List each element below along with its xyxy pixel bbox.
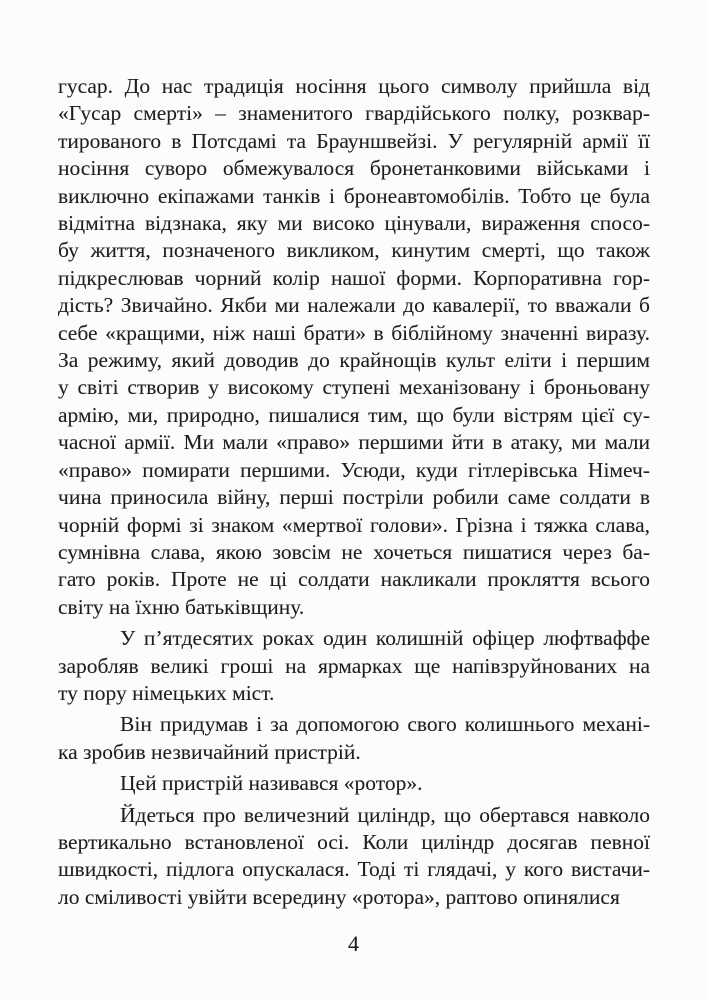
- text-line: За режиму, який доводив до крайнощів культ еліти і першим: [58, 348, 650, 373]
- text-line: «Гусар смерті» – знаменитого гвардійського полку, розквар-: [58, 101, 650, 126]
- paragraph: [58, 770, 650, 797]
- text-line: «право» помирати першими. Усюди, куди гітлерівська Німеч-: [58, 457, 650, 482]
- text-line: Цей пристрій називався «ротор».: [120, 771, 423, 796]
- text-line: армію, ми, природно, пишалися тим, що були вістрям цієї су-: [58, 402, 650, 427]
- text-line: тированого в Потсдамі та Брауншвейзі. У регулярній армії її: [58, 128, 650, 153]
- paragraph: [58, 802, 650, 912]
- text-line: гато років. Проте не ці солдати накликали прокляття всього: [58, 567, 650, 592]
- page-text: [58, 73, 650, 915]
- page-number: 4: [348, 931, 359, 956]
- text-line: носіння суворо обмежувалося бронетанковими військами і: [58, 156, 650, 181]
- text-line: чина приносила війну, перші постріли робили саме солдати в: [58, 485, 650, 510]
- text-line: сумнівна слава, якою зовсім не хочеться пишатися через ба-: [58, 539, 650, 564]
- text-line: швидкості, підлога опускалася. Тоді ті глядачі, у кого вистачи-: [58, 857, 650, 882]
- text-line: гусар. До нас традиція носіння цього символу прийшла від: [58, 74, 650, 98]
- text-line: у світі створив у високому ступені механізовану і броньовану: [58, 375, 650, 400]
- text-line: чорній формі зі знаком «мертвої голови». Грізна і тяжка слава,: [58, 512, 650, 537]
- text-line: заробляв великі гроші на ярмарках ще напівзруйнованих на: [58, 653, 650, 678]
- paragraph: [58, 73, 650, 621]
- text-line: відмітна відзнака, яку ми високо цінували, вираження спосо-: [58, 211, 650, 236]
- text-line: Йдеться про величезний циліндр, що обертався навколо: [120, 802, 650, 827]
- text-line: часної армії. Ми мали «право» першими йти в атаку, ми мали: [58, 430, 650, 455]
- text-line: світу на їхню батьківщину.: [58, 594, 305, 619]
- paragraph: [58, 625, 650, 707]
- text-line: бу життя, позначеного викликом, кинутим смерті, що також: [58, 238, 650, 263]
- text-line: ка зробив незвичайний пристрій.: [58, 739, 361, 764]
- paragraph: [58, 711, 650, 766]
- text-line: виключно екіпажами танків і бронеавтомобілів. Тобто це була: [58, 183, 650, 208]
- text-line: ло сміливості увійти всередину «ротора», раптово опинялися: [58, 884, 620, 909]
- text-line: підкреслював чорний колір нашої форми. Корпоративна гор-: [58, 265, 650, 290]
- text-line: У п’ятдесятих роках один колишній офіцер люфтваффе: [120, 626, 650, 651]
- text-line: Він придумав і за допомогою свого колишнього механі-: [120, 712, 650, 737]
- text-line: ту пору німецьких міст.: [58, 680, 275, 705]
- text-line: вертикально встановленої осі. Коли циліндр досягав певної: [58, 829, 650, 854]
- text-line: себе «кращими, ніж наші брати» в біблійному значенні виразу.: [58, 320, 650, 345]
- text-line: дість? Звичайно. Якби ми належали до кавалерії, то вважали б: [58, 293, 650, 318]
